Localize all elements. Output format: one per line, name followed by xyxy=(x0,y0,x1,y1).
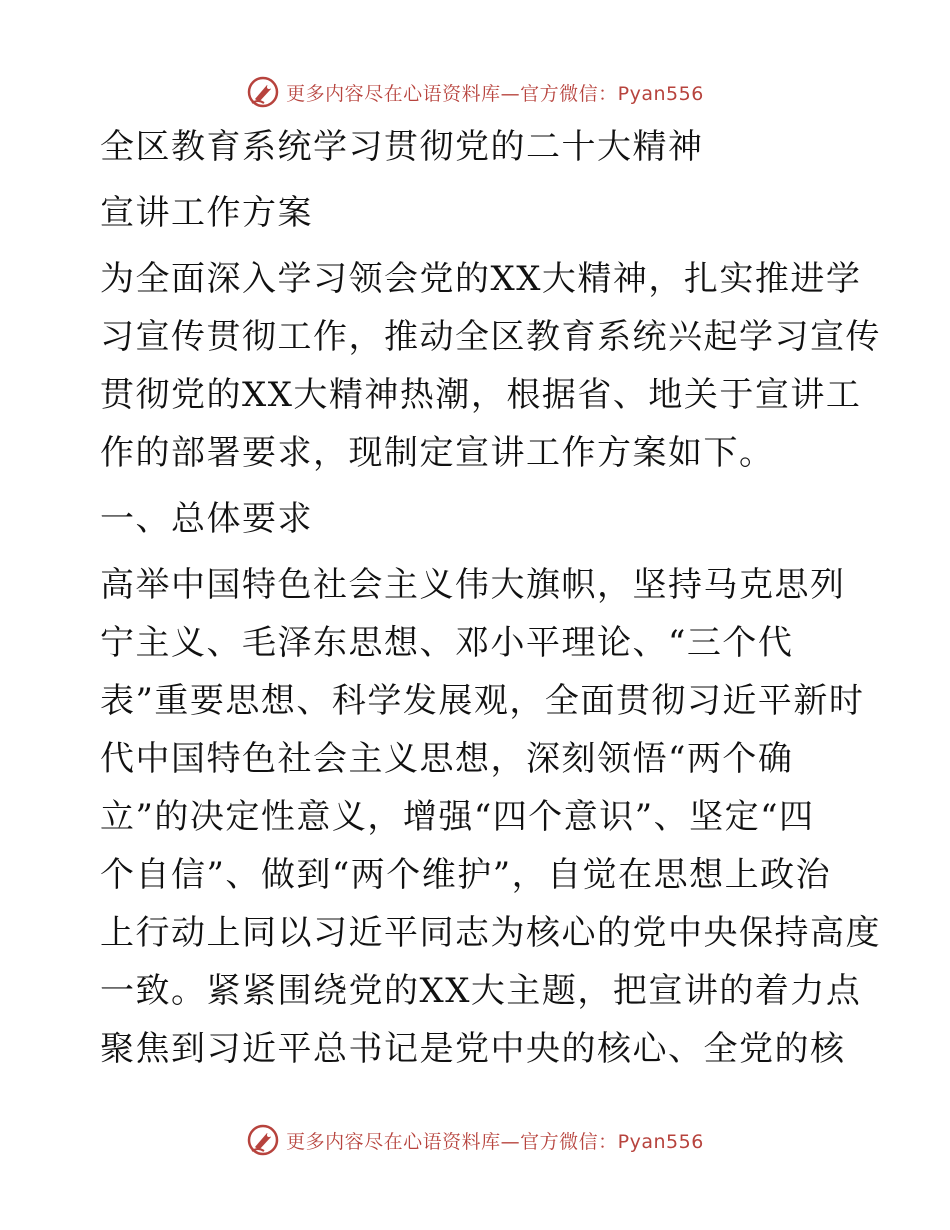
footer-banner-text: 更多内容尽在心语资料库—官方微信：Pyan556 xyxy=(286,1130,704,1153)
paragraph-line: 聚焦到习近平总书记是党中央的核心、全党的核 xyxy=(100,1029,846,1069)
section-paragraph xyxy=(100,556,881,1078)
paragraph-line: 习宣传贯彻工作，推动全区教育系统兴起学习宣传 xyxy=(100,317,881,357)
pen-logo-icon xyxy=(246,75,280,109)
paragraph-line: 贯彻党的XX大精神热潮，根据省、地关于宣讲工 xyxy=(100,375,862,415)
paragraph-line: 个自信”、做到“两个维护”，自觉在思想上政治 xyxy=(100,855,832,895)
document-body xyxy=(100,118,881,1078)
paragraph-line: 上行动上同以习近平同志为核心的党中央保持高度 xyxy=(100,913,881,953)
intro-paragraph xyxy=(100,250,881,482)
paragraph-line: 高举中国特色社会主义伟大旗帜，坚持马克思列 xyxy=(100,565,846,605)
paragraph-line: 表”重要思想、科学发展观，全面贯彻习近平新时 xyxy=(100,681,865,721)
pen-logo-icon xyxy=(246,1123,280,1157)
paragraph-line: 代中国特色社会主义思想，深刻领悟“两个确 xyxy=(100,739,794,779)
paragraph-line: 立”的决定性意义，增强“四个意识”、坚定“四 xyxy=(100,797,815,837)
paragraph-line: 为全面深入学习领会党的XX大精神，扎实推进学 xyxy=(100,259,862,299)
footer-banner xyxy=(0,1120,950,1160)
paragraph-line: 作的部署要求，现制定宣讲工作方案如下。 xyxy=(100,433,775,473)
header-banner-text: 更多内容尽在心语资料库—官方微信：Pyan556 xyxy=(286,82,704,105)
paragraph-line: 宁主义、毛泽东思想、邓小平理论、“三个代 xyxy=(100,623,794,663)
document-title-line-1: 全区教育系统学习贯彻党的二十大精神 xyxy=(100,127,704,167)
document-title-line-2: 宣讲工作方案 xyxy=(100,193,313,233)
paragraph-line: 一致。紧紧围绕党的XX大主题，把宣讲的着力点 xyxy=(100,971,862,1011)
header-banner xyxy=(0,72,950,112)
section-heading: 一、总体要求 xyxy=(100,499,313,539)
